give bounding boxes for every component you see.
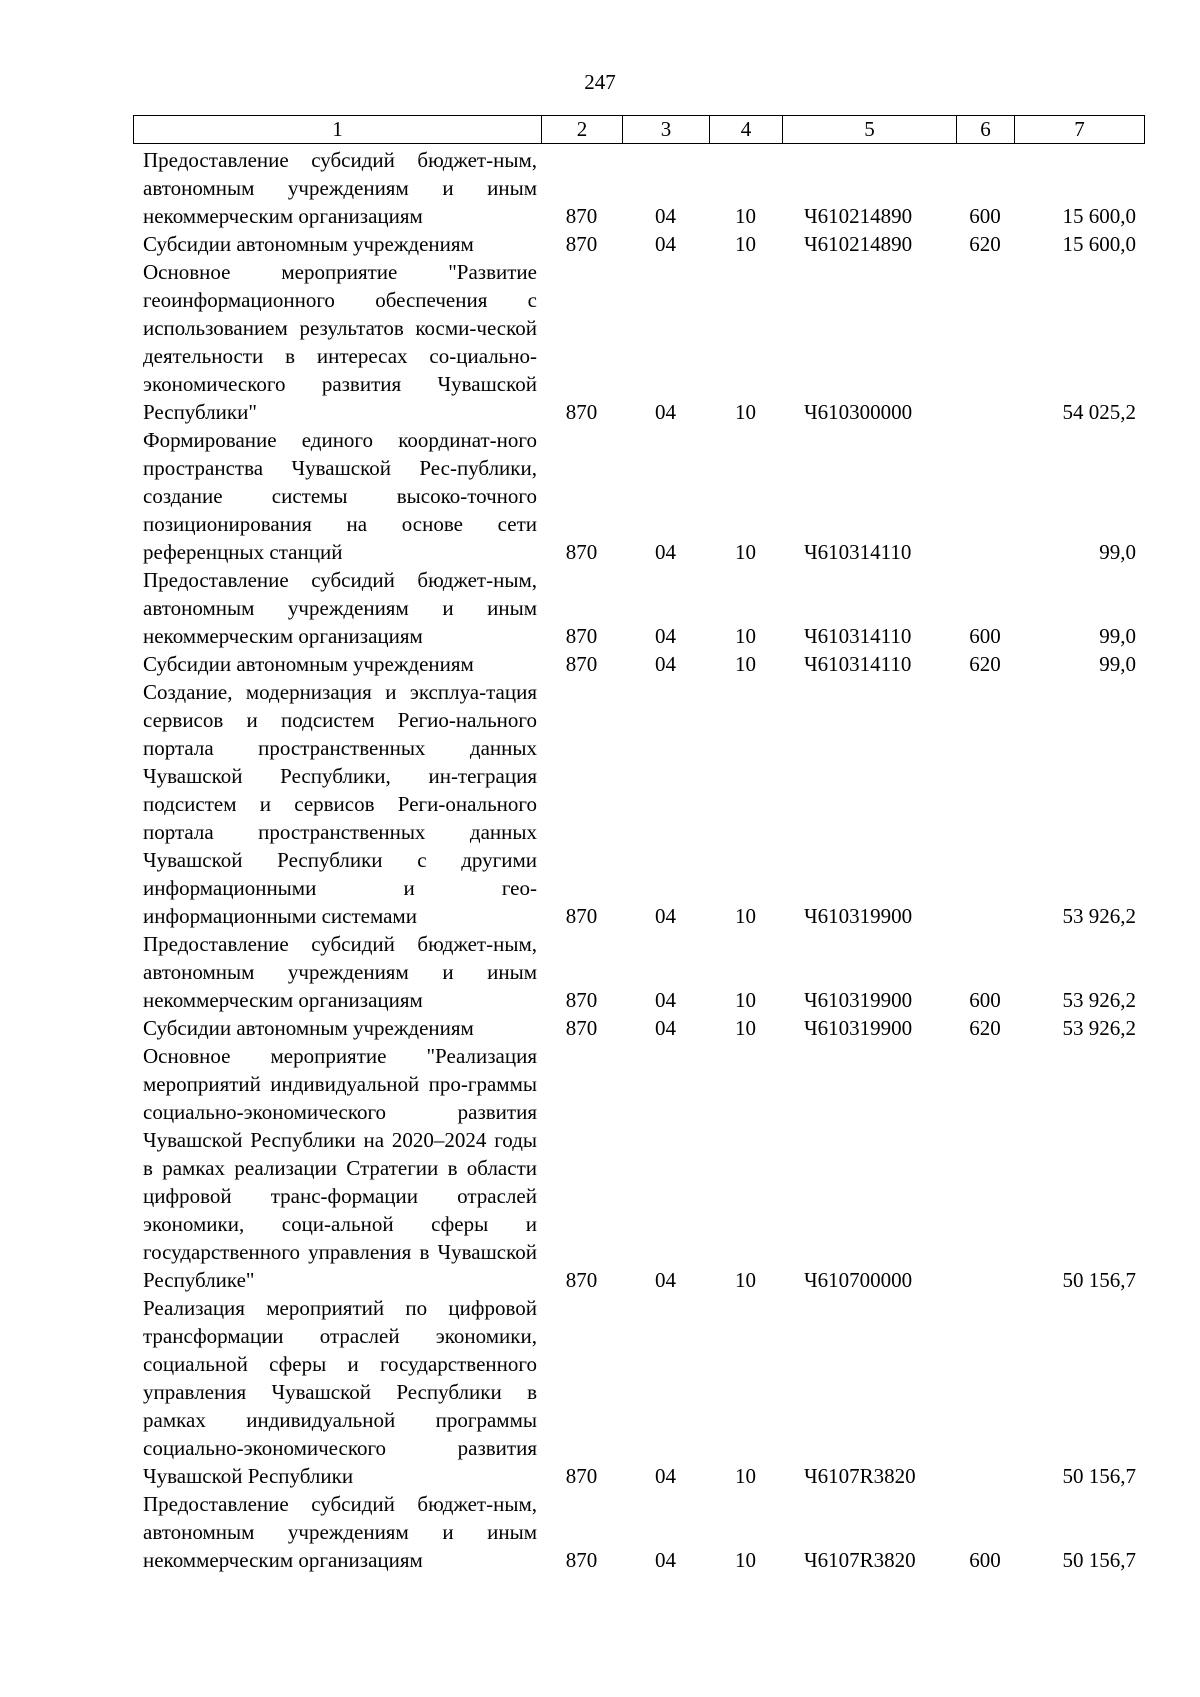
- ministry-code-cell: 870: [565, 1548, 598, 1572]
- ministry-code-cell: 870: [565, 204, 598, 228]
- section-code-cell: 04: [655, 624, 676, 648]
- ministry-code-cell: 870: [565, 400, 598, 424]
- column-header-1: 1: [134, 116, 542, 144]
- subsection-code-cell: 10: [735, 624, 756, 648]
- ministry-code-cell: 870: [565, 1016, 598, 1040]
- row-name-cell: Основное мероприятие "Реализация мероприятий индивидуальной про-граммы социально-экономического развития Чувашской Республики на 2020–2024 годы в рамках реализации Стратегии в области цифровой транс-формации отраслей экономики, соци-альной сферы и государственного управления в Чувашской Республике": [143, 1044, 537, 1292]
- section-code-cell: 04: [655, 540, 676, 564]
- budget-table-body: [133, 146, 1144, 1574]
- ministry-code-cell: 870: [565, 652, 598, 676]
- section-code-cell: 04: [655, 904, 676, 928]
- amount-cell: 53 926,2: [1062, 1016, 1136, 1040]
- row-name-cell: Предоставление субсидий бюджет-ным, автономным учреждениям и иным некоммерческим организациям: [143, 932, 537, 1012]
- table-row: [133, 650, 1144, 678]
- table-row: [133, 1042, 1144, 1294]
- table-row: [133, 1014, 1144, 1042]
- section-code-cell: 04: [655, 1464, 676, 1488]
- table-row: [133, 146, 1144, 230]
- target-article-cell: Ч610214890: [804, 232, 913, 256]
- amount-cell: 99,0: [1099, 652, 1136, 676]
- section-code-cell: 04: [655, 1548, 676, 1572]
- table-row: [133, 1490, 1144, 1574]
- column-header-4: 4: [710, 116, 783, 144]
- subsection-code-cell: 10: [735, 1268, 756, 1292]
- target-article-cell: Ч610214890: [804, 204, 913, 228]
- target-article-cell: Ч610319900: [804, 1016, 913, 1040]
- target-article-cell: Ч610314110: [804, 624, 912, 648]
- subsection-code-cell: 10: [735, 904, 756, 928]
- amount-cell: 50 156,7: [1062, 1464, 1136, 1488]
- column-header-7: 7: [1015, 116, 1145, 144]
- subsection-code-cell: 10: [735, 1548, 756, 1572]
- expense-type-cell: 600: [969, 1548, 1001, 1572]
- expense-type-cell: 620: [969, 1016, 1001, 1040]
- row-name-cell: Основное мероприятие "Развитие геоинформационного обеспечения с использованием результатов косми-ческой деятельности в интересах со-циально-экономического развития Чувашской Республики": [143, 260, 537, 424]
- page-number: 247: [584, 70, 616, 94]
- amount-cell: 53 926,2: [1062, 904, 1136, 928]
- subsection-code-cell: 10: [735, 1464, 756, 1488]
- amount-cell: 50 156,7: [1062, 1548, 1136, 1572]
- row-name-cell: Предоставление субсидий бюджет-ным, автономным учреждениям и иным некоммерческим организациям: [143, 148, 537, 228]
- subsection-code-cell: 10: [735, 1016, 756, 1040]
- expense-type-cell: 600: [969, 988, 1001, 1012]
- column-header-6: 6: [957, 116, 1015, 144]
- ministry-code-cell: 870: [565, 1268, 598, 1292]
- expense-type-cell: [956, 678, 1014, 930]
- subsection-code-cell: 10: [735, 540, 756, 564]
- row-name-cell: Субсидии автономным учреждениям: [143, 652, 474, 676]
- target-article-cell: Ч610314110: [804, 540, 912, 564]
- subsection-code-cell: 10: [735, 204, 756, 228]
- target-article-cell: Ч610700000: [804, 1268, 913, 1292]
- row-name-cell: Создание, модернизация и эксплуа-тация сервисов и подсистем Регио-нального портала пространственных данных Чувашской Республики, ин-теграция подсистем и сервисов Реги-онального портала пространственных данных Чувашской Республики с другими информационными и гео-информационными системами: [143, 680, 537, 928]
- expense-type-cell: 600: [969, 624, 1001, 648]
- column-header-2: 2: [542, 116, 623, 144]
- ministry-code-cell: 870: [565, 904, 598, 928]
- target-article-cell: Ч6107R3820: [804, 1464, 916, 1488]
- row-name-cell: Формирование единого координат-ного пространства Чувашской Рес-публики, создание системы высоко-точного позиционирования на основе сети референцных станций: [143, 428, 537, 564]
- table-row: [133, 566, 1144, 650]
- table-row: [133, 930, 1144, 1014]
- amount-cell: 15 600,0: [1062, 204, 1136, 228]
- amount-cell: 15 600,0: [1062, 232, 1136, 256]
- expense-type-cell: 600: [969, 204, 1001, 228]
- subsection-code-cell: 10: [735, 652, 756, 676]
- amount-cell: 53 926,2: [1062, 988, 1136, 1012]
- row-name-cell: Субсидии автономным учреждениям: [143, 1016, 474, 1040]
- table-row: [133, 230, 1144, 258]
- target-article-cell: Ч6107R3820: [804, 1548, 916, 1572]
- expense-type-cell: [956, 1042, 1014, 1294]
- section-code-cell: 04: [655, 232, 676, 256]
- amount-cell: 50 156,7: [1062, 1268, 1136, 1292]
- expense-type-cell: [956, 426, 1014, 566]
- target-article-cell: Ч610319900: [804, 904, 913, 928]
- section-code-cell: 04: [655, 400, 676, 424]
- expense-type-cell: [956, 1294, 1014, 1490]
- subsection-code-cell: 10: [735, 988, 756, 1012]
- table-row: [133, 678, 1144, 930]
- subsection-code-cell: 10: [735, 400, 756, 424]
- ministry-code-cell: 870: [565, 232, 598, 256]
- row-name-cell: Субсидии автономным учреждениям: [143, 232, 474, 256]
- ministry-code-cell: 870: [565, 1464, 598, 1488]
- section-code-cell: 04: [655, 988, 676, 1012]
- table-row: [133, 1294, 1144, 1490]
- table-row: [133, 258, 1144, 426]
- target-article-cell: Ч610314110: [804, 652, 912, 676]
- column-header-5: 5: [783, 116, 957, 144]
- amount-cell: 99,0: [1099, 624, 1136, 648]
- target-article-cell: Ч610300000: [804, 400, 913, 424]
- section-code-cell: 04: [655, 204, 676, 228]
- column-header-row: [134, 116, 1145, 144]
- expense-type-cell: 620: [969, 232, 1001, 256]
- section-code-cell: 04: [655, 1268, 676, 1292]
- expense-type-cell: [956, 258, 1014, 426]
- ministry-code-cell: 870: [565, 988, 598, 1012]
- section-code-cell: 04: [655, 1016, 676, 1040]
- row-name-cell: Предоставление субсидий бюджет-ным, автономным учреждениям и иным некоммерческим организациям: [143, 568, 537, 648]
- amount-cell: 99,0: [1099, 540, 1136, 564]
- ministry-code-cell: 870: [565, 624, 598, 648]
- column-header-3: 3: [623, 116, 710, 144]
- column-header-table: [133, 115, 1145, 144]
- budget-table: [133, 146, 1144, 1574]
- row-name-cell: Предоставление субсидий бюджет-ным, автономным учреждениям и иным некоммерческим организациям: [143, 1492, 537, 1572]
- amount-cell: 54 025,2: [1062, 400, 1136, 424]
- subsection-code-cell: 10: [735, 232, 756, 256]
- target-article-cell: Ч610319900: [804, 988, 913, 1012]
- section-code-cell: 04: [655, 652, 676, 676]
- table-row: [133, 426, 1144, 566]
- expense-type-cell: 620: [969, 652, 1001, 676]
- ministry-code-cell: 870: [565, 540, 598, 564]
- row-name-cell: Реализация мероприятий по цифровой трансформации отраслей экономики, социальной сферы и государственного управления Чувашской Республики в рамках индивидуальной программы социально-экономического развития Чувашской Республики: [143, 1296, 537, 1488]
